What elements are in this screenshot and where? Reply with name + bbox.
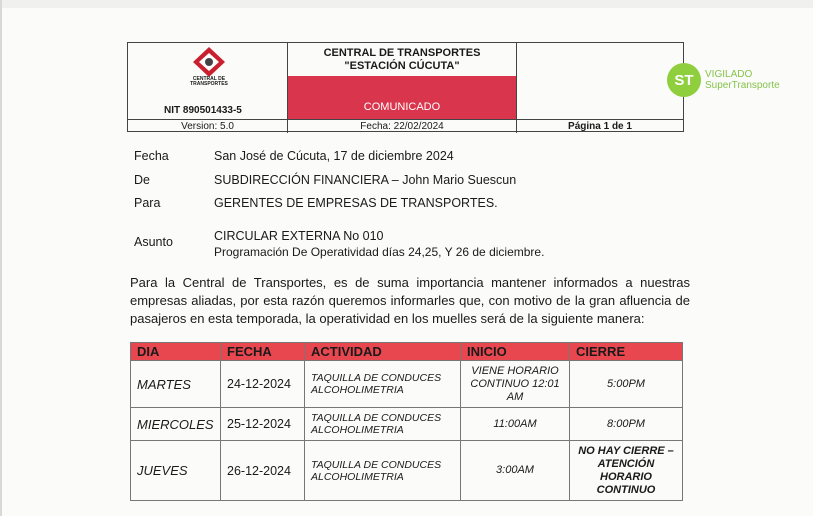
table-row: [131, 408, 683, 441]
cell-fecha: 26-12-2024: [221, 441, 305, 501]
para-label: Para: [134, 196, 161, 210]
asunto-line1: CIRCULAR EXTERNA No 010: [214, 229, 384, 243]
supertransporte-badge: ST: [667, 63, 701, 97]
cell-cierre: NO HAY CIERRE – ATENCIÓN HORARIO CONTINUO: [570, 441, 683, 501]
cell-inicio: 3:00AM: [461, 441, 570, 501]
col-cierre: CIERRE: [570, 343, 683, 361]
header-date: Fecha: 22/02/2024: [288, 120, 517, 133]
cell-fecha: 24-12-2024: [221, 361, 305, 408]
table-header-row: [131, 343, 683, 361]
supertransporte-text: [705, 69, 780, 91]
logo-text: CENTRAL DE TRANSPORTES: [190, 76, 228, 87]
cell-dia: JUEVES: [131, 441, 221, 501]
document-type: COMUNICADO: [288, 76, 516, 119]
fecha-label: Fecha: [134, 149, 169, 163]
header-title-cell: [288, 43, 517, 119]
cell-inicio: VIENE HORARIO CONTINUO 12:01 AM: [461, 361, 570, 408]
badge-line2: SuperTransporte: [705, 80, 780, 91]
table-row: [131, 441, 683, 501]
cell-actividad: TAQUILLA DE CONDUCES ALCOHOLIMETRIA: [305, 408, 461, 441]
cell-cierre: 8:00PM: [570, 408, 683, 441]
cell-fecha: 25-12-2024: [221, 408, 305, 441]
para-value: GERENTES DE EMPRESAS DE TRANSPORTES.: [214, 196, 498, 210]
cell-dia: MARTES: [131, 361, 221, 408]
col-fecha: FECHA: [221, 343, 305, 361]
asunto-label: Asunto: [134, 235, 173, 249]
cell-cierre: 5:00PM: [570, 361, 683, 408]
page-number: Página 1 de 1: [568, 121, 632, 132]
document-header: [127, 42, 780, 132]
company-logo-icon: [189, 45, 229, 79]
col-inicio: INICIO: [461, 343, 570, 361]
cell-actividad: TAQUILLA DE CONDUCES ALCOHOLIMETRIA: [305, 441, 461, 501]
version: Version: 5.0: [128, 120, 288, 133]
cell-dia: MIERCOLES: [131, 408, 221, 441]
page-edge: [0, 0, 2, 516]
col-actividad: ACTIVIDAD: [305, 343, 461, 361]
cell-inicio: 11:00AM: [461, 408, 570, 441]
fecha-value: San José de Cúcuta, 17 de diciembre 2024: [214, 149, 454, 163]
table-row: [131, 361, 683, 408]
company-title: CENTRAL DE TRANSPORTES "ESTACIÓN CÚCUTA": [323, 46, 481, 72]
page-top: [0, 0, 813, 8]
asunto-line2: Programación De Operatividad días 24,25, Y 26 de diciembre.: [214, 245, 545, 259]
de-label: De: [134, 173, 150, 187]
header-meta-row: [128, 119, 683, 133]
nit-number: NIT 890501433-5: [164, 105, 242, 116]
cell-actividad: TAQUILLA DE CONDUCES ALCOHOLIMETRIA: [305, 361, 461, 408]
logo-cell: [128, 43, 288, 119]
col-dia: DIA: [131, 343, 221, 361]
schedule-table: [130, 342, 683, 501]
de-value: SUBDIRECCIÓN FINANCIERA – John Mario Suescun: [214, 173, 517, 187]
supervision-cell: [517, 43, 780, 119]
badge-line1: VIGILADO: [705, 69, 753, 80]
intro-paragraph: Para la Central de Transportes, es de suma importancia mantener informados a nuestras empresas aliadas, por esta razón queremos informarles que, con motivo de la gran afluencia de pasajeros en esta temporada, la operatividad en los muelles será de la siguiente manera:: [130, 275, 690, 326]
